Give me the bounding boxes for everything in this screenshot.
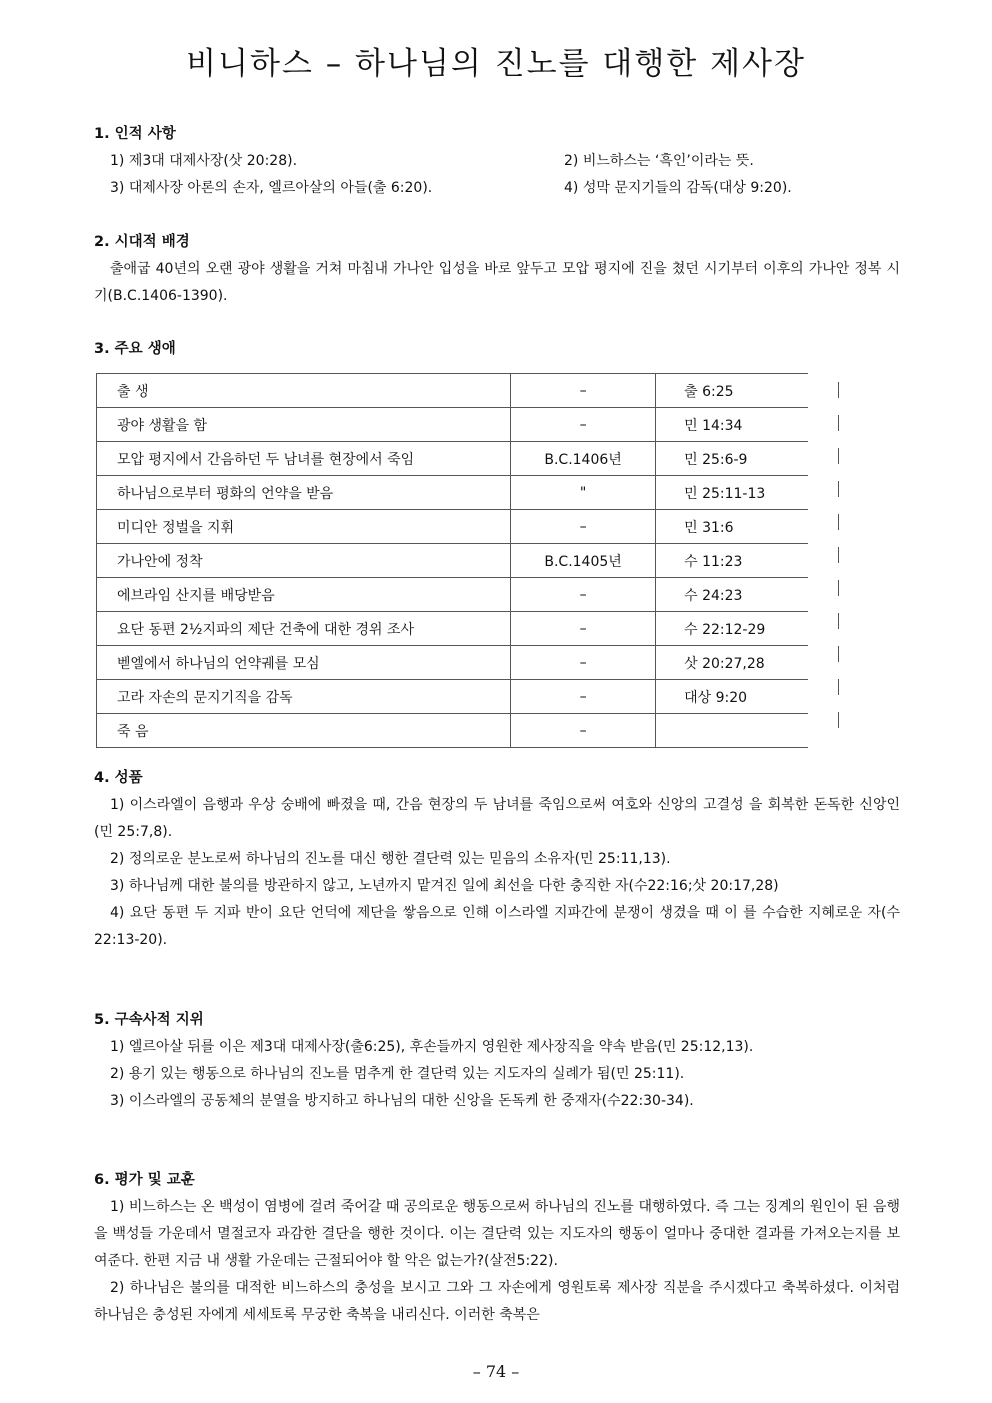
paragraph: 3) 하나님께 대한 불의를 방관하지 않고, 노년까지 맡겨진 일에 최선을 다한 충직한 자(수22:16;삿 20:17,28) [110, 878, 779, 894]
page-title: 비니하스 – 하나님의 진노를 대행한 제사장 [186, 46, 806, 82]
date-cell: B.C.1405년 [511, 544, 656, 578]
event-cell: 모압 평지에서 간음하던 두 남녀를 현장에서 죽임 [97, 442, 511, 476]
reference-cell: 출 6:25 [656, 374, 808, 408]
paragraph: 1) 이스라엘이 음행과 우상 숭배에 빠졌을 때, 간음 현장의 두 남녀를 죽임으로써 여호와 신앙의 고결성 을 회복한 돈독한 신앙인(민 25:7,8). [94, 797, 900, 840]
section-redemptive-status [94, 1007, 900, 1115]
date-cell: B.C.1406년 [511, 442, 656, 476]
reference-cell: 삿 20:27,28 [656, 646, 808, 680]
date-cell: " [511, 476, 656, 510]
event-cell: 광야 생활을 함 [97, 408, 511, 442]
info-row [94, 148, 900, 175]
date-cell: – [511, 646, 656, 680]
paragraph: 1) 엘르아살 뒤를 이은 제3대 대제사장(출6:25), 후손들까지 영원한 제사장직을 약속 받음(민 25:12,13). [110, 1039, 754, 1055]
section-background [94, 229, 900, 310]
event-cell: 죽 음 [97, 714, 511, 748]
section-evaluation [94, 1167, 900, 1329]
event-cell: 에브라임 산지를 배당받음 [97, 578, 511, 612]
section-heading: 5. 구속사적 지위 [94, 1012, 204, 1028]
event-cell: 가나안에 정착 [97, 544, 511, 578]
date-cell: – [511, 408, 656, 442]
reference-cell [656, 714, 808, 748]
section-main-life [94, 336, 900, 363]
event-cell: 벧엘에서 하나님의 언약궤를 모심 [97, 646, 511, 680]
event-cell: 출 생 [97, 374, 511, 408]
date-cell: – [511, 612, 656, 646]
life-events-table [96, 373, 808, 748]
reference-cell: 민 25:6-9 [656, 442, 808, 476]
event-cell: 고라 자손의 문지기직을 감독 [97, 680, 511, 714]
section-heading: 1. 인적 사항 [94, 126, 176, 142]
info-row [94, 175, 900, 202]
date-cell: – [511, 578, 656, 612]
table-row [97, 408, 809, 442]
table-row [97, 442, 809, 476]
paragraph: 2) 하나님은 불의를 대적한 비느하스의 충성을 보시고 그와 그 자손에게 영원토록 제사장 직분을 주시겠다고 축복하셨다. 이처럼 하나님은 충성된 자에게 세세토록 무궁한 축복을 내리신다. 이러한 축복은 [94, 1280, 900, 1323]
table-row [97, 476, 809, 510]
table-row [97, 510, 809, 544]
table-row [97, 544, 809, 578]
table-right-edge-marks [838, 373, 850, 737]
reference-cell: 수 11:23 [656, 544, 808, 578]
event-cell: 미디안 정벌을 지휘 [97, 510, 511, 544]
section-heading: 3. 주요 생애 [94, 341, 176, 357]
info-item: 2) 비느하스는 ‘흑인’이라는 뜻. [564, 153, 754, 169]
section-personal-info [94, 121, 900, 202]
reference-cell: 민 14:34 [656, 408, 808, 442]
paragraph: 2) 용기 있는 행동으로 하나님의 진노를 멈추게 한 결단력 있는 지도자의 실례가 됨(민 25:11). [110, 1066, 685, 1082]
table-row [97, 714, 809, 748]
table-row [97, 612, 809, 646]
section-heading: 2. 시대적 배경 [94, 234, 190, 250]
paragraph: 4) 요단 동편 두 지파 반이 요단 언덕에 제단을 쌓음으로 인해 이스라엘 지파간에 분쟁이 생겼을 때 이 를 수습한 지혜로운 자(수22:13-20). [94, 905, 900, 948]
date-cell: – [511, 510, 656, 544]
date-cell: – [511, 680, 656, 714]
info-item: 3) 대제사장 아론의 손자, 엘르아살의 아들(출 6:20). [110, 180, 433, 196]
paragraph: 1) 비느하스는 온 백성이 염병에 걸려 죽어갈 때 공의로운 행동으로써 하나님의 진노를 대행하였다. 즉 그는 징계의 원인이 된 음행을 백성들 가운데서 멸절코자 과감한 결단을 행한 것이다. 이는 결단력 있는 지도자의 행동이 얼마나 중대한 결과를 가져오는지를 보여준다. 한편 지금 내 생활 가운데는 근절되어야 할 악은 없는가?(살전5:22). [94, 1199, 900, 1269]
page-number: – 74 – [472, 1362, 520, 1381]
paragraph: 2) 정의로운 분노로써 하나님의 진노를 대신 행한 결단력 있는 믿음의 소유자(민 25:11,13). [110, 851, 671, 867]
info-item: 1) 제3대 대제사장(삿 20:28). [110, 153, 298, 169]
reference-cell: 수 24:23 [656, 578, 808, 612]
date-cell: – [511, 374, 656, 408]
section-heading: 4. 성품 [94, 770, 143, 786]
reference-cell: 대상 9:20 [656, 680, 808, 714]
table-row [97, 578, 809, 612]
paragraph: 출애굽 40년의 오랜 광야 생활을 거쳐 마침내 가나안 입성을 바로 앞두고 모압 평지에 진을 쳤던 시기부터 이후의 가나안 정복 시기(B.C.1406-1390). [94, 261, 900, 304]
table-row [97, 680, 809, 714]
reference-cell: 수 22:12-29 [656, 612, 808, 646]
event-cell: 요단 동편 2½지파의 제단 건축에 대한 경위 조사 [97, 612, 511, 646]
info-item: 4) 성막 문지기들의 감독(대상 9:20). [564, 180, 792, 196]
reference-cell: 민 25:11-13 [656, 476, 808, 510]
date-cell: – [511, 714, 656, 748]
event-cell: 하나님으로부터 평화의 언약을 받음 [97, 476, 511, 510]
paragraph: 3) 이스라엘의 공동체의 분열을 방지하고 하나님의 대한 신앙을 돈독케 한 중재자(수22:30-34). [110, 1093, 694, 1109]
table-row [97, 374, 809, 408]
table-row [97, 646, 809, 680]
section-heading: 6. 평가 및 교훈 [94, 1172, 195, 1188]
section-character [94, 765, 900, 954]
reference-cell: 민 31:6 [656, 510, 808, 544]
